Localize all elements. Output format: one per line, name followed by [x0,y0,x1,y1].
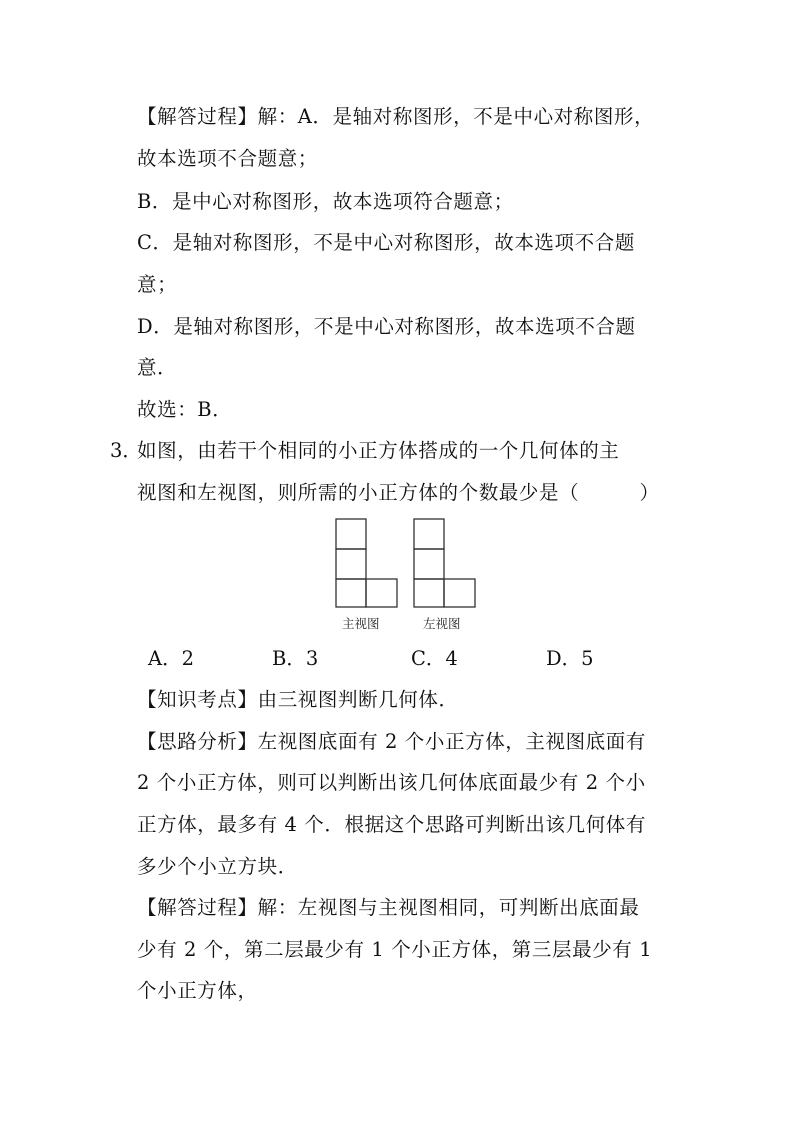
solution-prev-line-3: B．是中心对称图形，故本选项符合题意； [137,190,514,213]
front-view-cube-top [336,519,366,549]
solution-line-2: 少有 2 个，第二层最少有 1 个小正方体，第三层最少有 1 [137,938,653,961]
left-view-cube-bottom-left [414,579,444,607]
views-drawing [330,517,480,609]
front-view-cube-middle [336,549,366,579]
solution-prev-line-6: D．是轴对称图形，不是中心对称图形，故本选项不合题 [137,315,636,338]
analysis-line-3: 正方体，最多有 4 个．根据这个思路可判断出该几何体有 [137,813,647,836]
left-view-label: 左视图 [423,616,461,631]
solution-prev-line-1: 【解答过程】解：A．是轴对称图形，不是中心对称图形， [137,105,655,128]
solution-line-3: 个小正方体， [137,979,258,1002]
solution-line-1: 【解答过程】解：左视图与主视图相同，可判断出底面最 [137,896,640,919]
analysis-line-2: 2 个小正方体，则可以判断出该几何体底面最少有 2 个小 [137,771,646,794]
analysis-line-1: 【思路分析】左视图底面有 2 个小正方体，主视图底面有 [137,730,647,753]
option-d: D．5 [546,647,594,670]
solution-prev-answer: 故选：B． [137,398,233,421]
left-view-cube-middle [414,549,444,579]
question-line-2: 视图和左视图，则所需的小正方体的个数最少是（ ） [137,481,660,504]
left-view-cube-bottom-right [444,579,475,607]
front-view-cube-bottom-left [336,579,366,607]
solution-prev-line-4: C．是轴对称图形，不是中心对称图形，故本选项不合题 [137,231,635,254]
option-b: B．3 [272,647,319,670]
question-line-1: 如图，由若干个相同的小正方体搭成的一个几何体的主 [137,439,620,462]
solution-prev-line-5: 意； [137,273,178,296]
knowledge-point: 【知识考点】由三视图判断几何体． [137,688,459,711]
analysis-line-4: 多少个小立方块． [137,855,298,878]
front-view-label: 主视图 [342,616,380,631]
solution-prev-line-7: 意． [137,356,178,379]
option-a: A．2 [148,647,194,670]
front-view-cube-bottom-right [366,579,397,607]
option-c: C．4 [411,647,458,670]
left-view-cube-top [414,519,444,549]
solution-prev-line-2: 故本选项不合题意； [137,147,318,170]
question-number: 3． [110,439,142,462]
three-view-figure [330,517,480,635]
